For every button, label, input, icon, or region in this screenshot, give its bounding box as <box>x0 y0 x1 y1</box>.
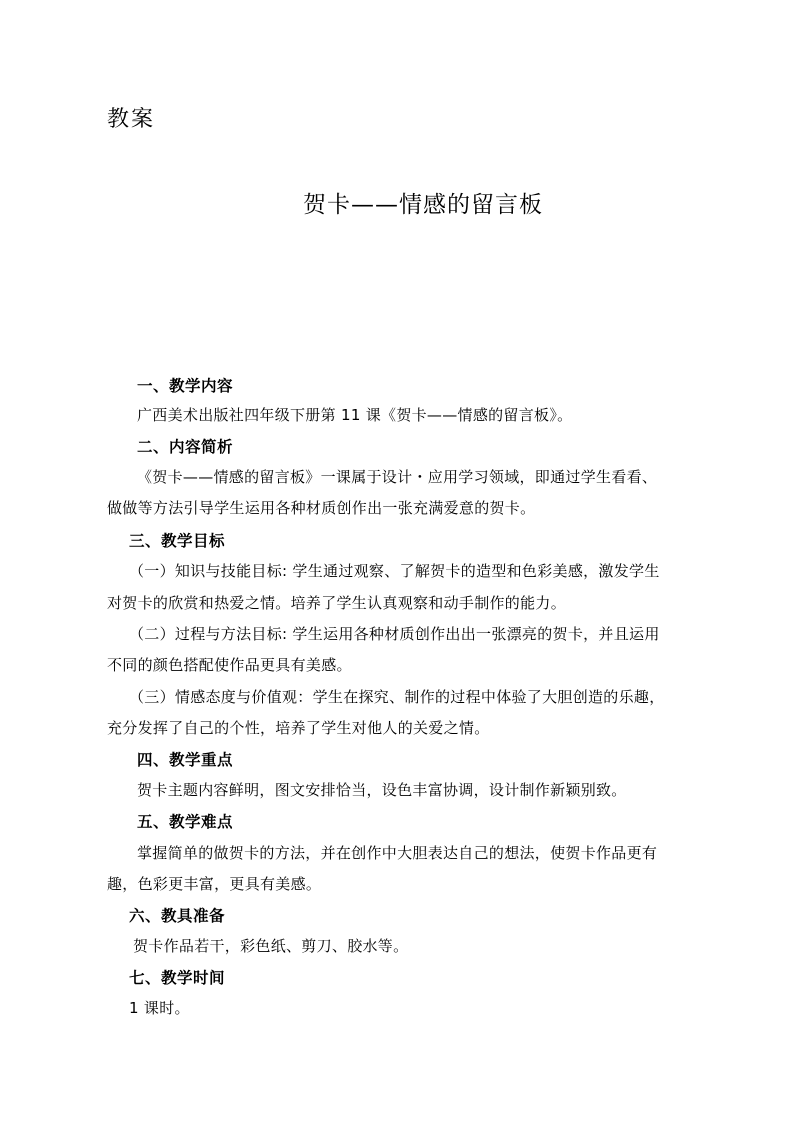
section-analysis-line-1: 《贺卡——情感的留言板》一课属于设计・应用学习领域，即通过学生看看、 <box>137 468 658 486</box>
section-materials-line-1: 贺卡作品若干，彩色纸、剪刀、胶水等。 <box>133 937 409 955</box>
section-content-line-1: 广西美术出版社四年级下册第 11 课《贺卡——情感的留言板》。 <box>137 406 573 424</box>
document-label: 教案 <box>107 107 156 132</box>
goal-2-line-2: 不同的颜色搭配使作品更具有美感。 <box>107 656 352 674</box>
section-key-points-line-1: 贺卡主题内容鲜明，图文安排恰当，设色丰富协调，设计制作新颖别致。 <box>137 781 627 799</box>
goal-3-line-1: （三）情感态度与价值观：学生在探究、制作的过程中体验了大胆创造的乐趣， <box>129 688 665 706</box>
document-title: 贺卡——情感的留言板 <box>303 192 543 218</box>
section-heading-key-points: 四、教学重点 <box>137 751 234 769</box>
section-analysis-line-2: 做做等方法引导学生运用各种材质创作出一张充满爱意的贺卡。 <box>107 499 536 517</box>
goal-1-line-2: 对贺卡的欣赏和热爱之情。培养了学生认真观察和动手制作的能力。 <box>107 594 567 612</box>
goal-2-line-1: （二）过程与方法目标: 学生运用各种材质创作出出一张漂亮的贺卡，并且运用 <box>129 625 660 643</box>
section-difficulties-line-1: 掌握简单的做贺卡的方法，并在创作中大胆表达自己的想法，使贺卡作品更有 <box>137 844 658 862</box>
goal-1-line-1: （一）知识与技能目标: 学生通过观察、了解贺卡的造型和色彩美感，激发学生 <box>129 562 660 580</box>
section-heading-content: 一、教学内容 <box>137 377 234 395</box>
goal-3-line-2: 充分发挥了自己的个性，培养了学生对他人的关爱之情。 <box>107 719 490 737</box>
section-heading-time: 七、教学时间 <box>129 969 226 987</box>
section-heading-analysis: 二、内容简析 <box>137 438 234 456</box>
section-time-line-1: 1 课时。 <box>129 999 190 1017</box>
section-heading-difficulties: 五、教学难点 <box>137 813 234 831</box>
section-heading-goals: 三、教学目标 <box>129 532 226 550</box>
section-difficulties-line-2: 趣，色彩更丰富，更具有美感。 <box>107 875 322 893</box>
section-heading-materials: 六、教具准备 <box>129 907 226 925</box>
